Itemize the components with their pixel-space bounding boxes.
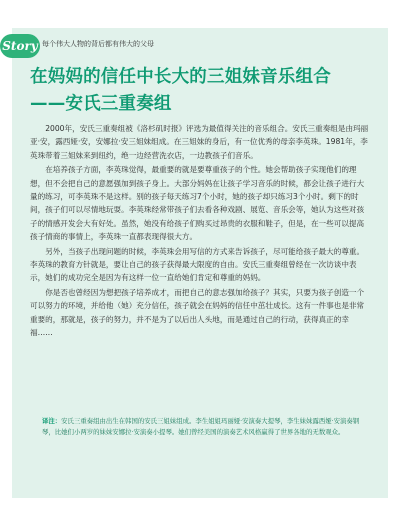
body-paragraph-2: 在培养孩子方面，李英珠觉得，最重要的就是要尊重孩子的个性。她会帮助孩子实现他们的理想，但不会把自己的意愿强加到孩子身上。大部分妈妈在让孩子学习音乐的时候，都会让孩子进行大量的练习，可李英珠不是这样。别的孩子每天练习7个小时，她的孩子却只练习3个小时。剩下的时间，孩子们可以尽情地玩耍。李英珠经常带孩子们去看各种戏剧、展览、音乐会等，她认为这些对孩子的情感开发会大有好处。虽然，她没有给孩子们购买过昂贵的衣服和鞋子，但是，在一些可以提高孩子情商的事情上，李英珠一直都表现得很大方。 (30, 165, 365, 242)
body-paragraph-1: 2000年，安氏三重奏组被《洛杉矶时报》评选为最值得关注的音乐组合。安氏三重奏组是由玛丽亚·安，露西娅·安，安娜拉·安三姐妹组成。在三姐妹的身后，有一位优秀的母亲李英珠。1981年，李英珠带着三姐妹来到纽约，绝一边经营洗衣店，一边教孩子们音乐。 (30, 124, 369, 160)
body-paragraph-4: 你是否也曾经因为想把孩子培养成才，而把自己的意志强加给孩子？其实，只要为孩子创造一个可以努力的环境，并给他（她）充分信任，孩子就会在妈妈的信任中茁壮成长。这有一件事也是非常重要的，那就是，孩子的努力，并不是为了以后出人头地，而是通过自己的行动，获得真正的幸福…… (30, 287, 365, 338)
article-title (30, 64, 375, 118)
note-label: 译注： (42, 417, 62, 425)
translator-note (42, 416, 360, 437)
title-line-2: ——安氏三重奏组 (30, 94, 172, 114)
story-badge: Story (0, 34, 40, 58)
body-paragraph-3: 另外，当孩子出现问题的时候，李英珠会用写信的方式来告诉孩子，尽可能给孩子最大的尊重。李英珠的教育方针就是，要让自己的孩子获得最大限度的自由。安氏三重奏组曾经在一次访谈中表示，她们的成功完全是因为有这样一位一直给她们肯定和尊重的妈妈。 (30, 246, 365, 283)
header-tagline: 每个伟大人物的背后都有伟大的父母 (42, 40, 154, 48)
title-line-1: 在妈妈的信任中长大的三姐妹音乐组合 (30, 67, 331, 87)
note-text: 安氏三重奏组由出生在韩国的安氏三姐妹组成。李生姐姐玛丽娅·安演奏大提琴，李生妹妹露西娅·安演奏钢琴，比她们小两岁的妹妹安娜拉·安演奏小提琴。她们曾经美国的演奏艺术风格赢得了世界各地的无数观众。 (42, 417, 360, 436)
article-body (30, 122, 370, 341)
